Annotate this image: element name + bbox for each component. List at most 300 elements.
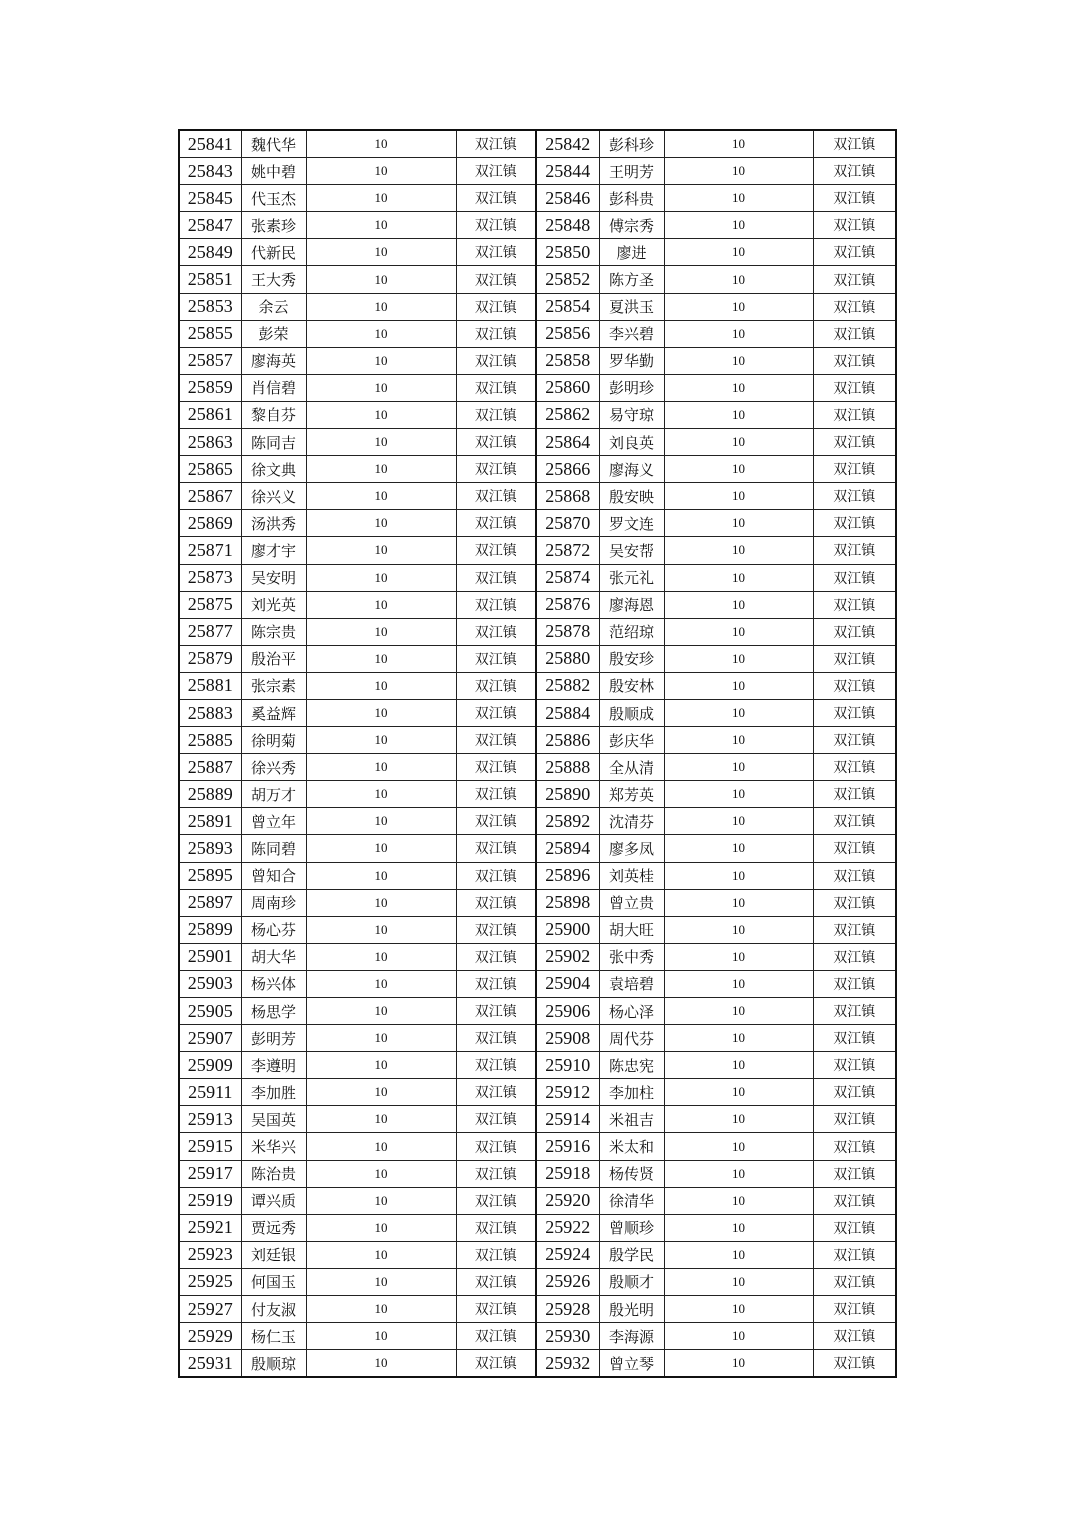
left-town-name-cell: 双江镇 — [456, 1052, 536, 1079]
left-record-id-cell: 25845 — [179, 185, 241, 212]
left-town-name-cell: 双江镇 — [456, 591, 536, 618]
right-person-name-cell: 陈方圣 — [599, 266, 664, 293]
right-record-id-cell: 25856 — [536, 320, 599, 347]
right-town-name-cell: 双江镇 — [813, 1025, 896, 1052]
left-town-name-cell: 双江镇 — [456, 970, 536, 997]
right-record-id-cell: 25932 — [536, 1350, 599, 1378]
left-person-name-cell: 张宗素 — [241, 672, 306, 699]
left-record-id-cell: 25907 — [179, 1025, 241, 1052]
right-person-name-cell: 夏洪玉 — [599, 293, 664, 320]
right-amount-cell: 10 — [664, 1296, 813, 1323]
table-row — [179, 970, 896, 997]
left-town-name-cell: 双江镇 — [456, 1133, 536, 1160]
left-record-id-cell: 25883 — [179, 699, 241, 726]
left-person-name-cell: 米华兴 — [241, 1133, 306, 1160]
left-town-name-cell: 双江镇 — [456, 1025, 536, 1052]
table-row — [179, 618, 896, 645]
right-person-name-cell: 廖海恩 — [599, 591, 664, 618]
right-person-name-cell: 沈清芬 — [599, 808, 664, 835]
left-person-name-cell: 代新民 — [241, 239, 306, 266]
right-person-name-cell: 李兴碧 — [599, 320, 664, 347]
right-person-name-cell: 彭庆华 — [599, 727, 664, 754]
left-person-name-cell: 廖海英 — [241, 347, 306, 374]
right-amount-cell: 10 — [664, 998, 813, 1025]
table-row — [179, 835, 896, 862]
left-record-id-cell: 25875 — [179, 591, 241, 618]
table-row — [179, 429, 896, 456]
left-record-id-cell: 25863 — [179, 429, 241, 456]
left-amount-cell: 10 — [306, 429, 456, 456]
left-person-name-cell: 杨仁玉 — [241, 1323, 306, 1350]
right-amount-cell: 10 — [664, 185, 813, 212]
right-record-id-cell: 25896 — [536, 862, 599, 889]
table-row — [179, 401, 896, 428]
left-person-name-cell: 陈治贵 — [241, 1160, 306, 1187]
left-amount-cell: 10 — [306, 781, 456, 808]
right-person-name-cell: 陈忠宪 — [599, 1052, 664, 1079]
left-town-name-cell: 双江镇 — [456, 1187, 536, 1214]
table-row — [179, 483, 896, 510]
left-amount-cell: 10 — [306, 916, 456, 943]
left-person-name-cell: 余云 — [241, 293, 306, 320]
table-row — [179, 130, 896, 158]
left-amount-cell: 10 — [306, 456, 456, 483]
left-town-name-cell: 双江镇 — [456, 456, 536, 483]
left-record-id-cell: 25927 — [179, 1296, 241, 1323]
left-person-name-cell: 何国玉 — [241, 1268, 306, 1295]
right-record-id-cell: 25918 — [536, 1160, 599, 1187]
right-town-name-cell: 双江镇 — [813, 727, 896, 754]
left-person-name-cell: 汤洪秀 — [241, 510, 306, 537]
table-row — [179, 1296, 896, 1323]
right-person-name-cell: 廖多凤 — [599, 835, 664, 862]
right-town-name-cell: 双江镇 — [813, 347, 896, 374]
right-record-id-cell: 25898 — [536, 889, 599, 916]
right-town-name-cell: 双江镇 — [813, 754, 896, 781]
right-amount-cell: 10 — [664, 266, 813, 293]
table-row — [179, 266, 896, 293]
left-record-id-cell: 25901 — [179, 943, 241, 970]
right-amount-cell: 10 — [664, 1323, 813, 1350]
right-record-id-cell: 25882 — [536, 672, 599, 699]
left-amount-cell: 10 — [306, 1025, 456, 1052]
left-person-name-cell: 贾远秀 — [241, 1214, 306, 1241]
table-row — [179, 347, 896, 374]
left-person-name-cell: 胡大华 — [241, 943, 306, 970]
right-town-name-cell: 双江镇 — [813, 1268, 896, 1295]
left-amount-cell: 10 — [306, 401, 456, 428]
right-person-name-cell: 曾立贵 — [599, 889, 664, 916]
left-town-name-cell: 双江镇 — [456, 510, 536, 537]
left-amount-cell: 10 — [306, 239, 456, 266]
right-amount-cell: 10 — [664, 727, 813, 754]
left-record-id-cell: 25909 — [179, 1052, 241, 1079]
left-record-id-cell: 25893 — [179, 835, 241, 862]
right-person-name-cell: 殷安映 — [599, 483, 664, 510]
left-record-id-cell: 25861 — [179, 401, 241, 428]
right-amount-cell: 10 — [664, 943, 813, 970]
table-row — [179, 1079, 896, 1106]
left-town-name-cell: 双江镇 — [456, 781, 536, 808]
left-town-name-cell: 双江镇 — [456, 889, 536, 916]
left-person-name-cell: 付友淑 — [241, 1296, 306, 1323]
left-town-name-cell: 双江镇 — [456, 212, 536, 239]
right-person-name-cell: 廖进 — [599, 239, 664, 266]
left-record-id-cell: 25917 — [179, 1160, 241, 1187]
right-town-name-cell: 双江镇 — [813, 781, 896, 808]
right-record-id-cell: 25912 — [536, 1079, 599, 1106]
right-town-name-cell: 双江镇 — [813, 1323, 896, 1350]
right-town-name-cell: 双江镇 — [813, 672, 896, 699]
right-person-name-cell: 范绍琼 — [599, 618, 664, 645]
left-record-id-cell: 25871 — [179, 537, 241, 564]
left-town-name-cell: 双江镇 — [456, 998, 536, 1025]
left-person-name-cell: 姚中碧 — [241, 158, 306, 185]
right-amount-cell: 10 — [664, 699, 813, 726]
left-town-name-cell: 双江镇 — [456, 1350, 536, 1378]
left-town-name-cell: 双江镇 — [456, 1214, 536, 1241]
right-town-name-cell: 双江镇 — [813, 401, 896, 428]
right-record-id-cell: 25860 — [536, 374, 599, 401]
left-town-name-cell: 双江镇 — [456, 293, 536, 320]
right-person-name-cell: 袁培碧 — [599, 970, 664, 997]
right-town-name-cell: 双江镇 — [813, 998, 896, 1025]
left-amount-cell: 10 — [306, 1350, 456, 1378]
left-amount-cell: 10 — [306, 564, 456, 591]
right-amount-cell: 10 — [664, 158, 813, 185]
table-row — [179, 862, 896, 889]
right-person-name-cell: 王明芳 — [599, 158, 664, 185]
table-row — [179, 808, 896, 835]
left-record-id-cell: 25857 — [179, 347, 241, 374]
left-town-name-cell: 双江镇 — [456, 185, 536, 212]
right-amount-cell: 10 — [664, 537, 813, 564]
right-record-id-cell: 25902 — [536, 943, 599, 970]
table-row — [179, 1241, 896, 1268]
right-record-id-cell: 25900 — [536, 916, 599, 943]
left-record-id-cell: 25853 — [179, 293, 241, 320]
right-record-id-cell: 25868 — [536, 483, 599, 510]
right-amount-cell: 10 — [664, 835, 813, 862]
right-town-name-cell: 双江镇 — [813, 456, 896, 483]
right-town-name-cell: 双江镇 — [813, 916, 896, 943]
left-person-name-cell: 周南珍 — [241, 889, 306, 916]
left-record-id-cell: 25905 — [179, 998, 241, 1025]
right-amount-cell: 10 — [664, 862, 813, 889]
right-record-id-cell: 25864 — [536, 429, 599, 456]
left-record-id-cell: 25877 — [179, 618, 241, 645]
table-row — [179, 591, 896, 618]
table-row — [179, 537, 896, 564]
table-row — [179, 1052, 896, 1079]
left-town-name-cell: 双江镇 — [456, 1106, 536, 1133]
left-record-id-cell: 25849 — [179, 239, 241, 266]
left-record-id-cell: 25913 — [179, 1106, 241, 1133]
left-amount-cell: 10 — [306, 510, 456, 537]
table-row — [179, 1323, 896, 1350]
left-amount-cell: 10 — [306, 374, 456, 401]
right-amount-cell: 10 — [664, 754, 813, 781]
left-amount-cell: 10 — [306, 1323, 456, 1350]
right-town-name-cell: 双江镇 — [813, 943, 896, 970]
left-amount-cell: 10 — [306, 1133, 456, 1160]
right-person-name-cell: 张元礼 — [599, 564, 664, 591]
left-record-id-cell: 25859 — [179, 374, 241, 401]
left-person-name-cell: 吴国英 — [241, 1106, 306, 1133]
right-town-name-cell: 双江镇 — [813, 239, 896, 266]
right-town-name-cell: 双江镇 — [813, 510, 896, 537]
right-record-id-cell: 25842 — [536, 130, 599, 158]
left-person-name-cell: 张素珍 — [241, 212, 306, 239]
left-person-name-cell: 曾知合 — [241, 862, 306, 889]
left-amount-cell: 10 — [306, 943, 456, 970]
right-person-name-cell: 胡大旺 — [599, 916, 664, 943]
left-amount-cell: 10 — [306, 130, 456, 158]
left-amount-cell: 10 — [306, 1241, 456, 1268]
right-amount-cell: 10 — [664, 1268, 813, 1295]
table-row — [179, 158, 896, 185]
left-record-id-cell: 25847 — [179, 212, 241, 239]
right-record-id-cell: 25858 — [536, 347, 599, 374]
table-row — [179, 781, 896, 808]
right-amount-cell: 10 — [664, 970, 813, 997]
table-row — [179, 1160, 896, 1187]
right-person-name-cell: 周代芬 — [599, 1025, 664, 1052]
right-record-id-cell: 25878 — [536, 618, 599, 645]
right-record-id-cell: 25892 — [536, 808, 599, 835]
table-row — [179, 185, 896, 212]
left-town-name-cell: 双江镇 — [456, 401, 536, 428]
right-person-name-cell: 曾立琴 — [599, 1350, 664, 1378]
left-town-name-cell: 双江镇 — [456, 1079, 536, 1106]
right-amount-cell: 10 — [664, 1160, 813, 1187]
left-town-name-cell: 双江镇 — [456, 727, 536, 754]
left-record-id-cell: 25889 — [179, 781, 241, 808]
right-person-name-cell: 易守琼 — [599, 401, 664, 428]
right-amount-cell: 10 — [664, 401, 813, 428]
left-town-name-cell: 双江镇 — [456, 754, 536, 781]
left-town-name-cell: 双江镇 — [456, 320, 536, 347]
left-town-name-cell: 双江镇 — [456, 672, 536, 699]
right-amount-cell: 10 — [664, 781, 813, 808]
right-town-name-cell: 双江镇 — [813, 1052, 896, 1079]
left-town-name-cell: 双江镇 — [456, 429, 536, 456]
left-town-name-cell: 双江镇 — [456, 1160, 536, 1187]
left-amount-cell: 10 — [306, 672, 456, 699]
left-town-name-cell: 双江镇 — [456, 347, 536, 374]
right-record-id-cell: 25894 — [536, 835, 599, 862]
right-person-name-cell: 米太和 — [599, 1133, 664, 1160]
right-record-id-cell: 25854 — [536, 293, 599, 320]
left-amount-cell: 10 — [306, 998, 456, 1025]
right-amount-cell: 10 — [664, 320, 813, 347]
left-town-name-cell: 双江镇 — [456, 862, 536, 889]
right-amount-cell: 10 — [664, 130, 813, 158]
right-amount-cell: 10 — [664, 456, 813, 483]
left-amount-cell: 10 — [306, 1079, 456, 1106]
left-record-id-cell: 25855 — [179, 320, 241, 347]
left-record-id-cell: 25925 — [179, 1268, 241, 1295]
left-town-name-cell: 双江镇 — [456, 943, 536, 970]
right-amount-cell: 10 — [664, 564, 813, 591]
right-record-id-cell: 25874 — [536, 564, 599, 591]
left-person-name-cell: 彭荣 — [241, 320, 306, 347]
right-amount-cell: 10 — [664, 1241, 813, 1268]
left-record-id-cell: 25895 — [179, 862, 241, 889]
table-row — [179, 374, 896, 401]
right-town-name-cell: 双江镇 — [813, 645, 896, 672]
left-person-name-cell: 吴安明 — [241, 564, 306, 591]
right-person-name-cell: 刘良英 — [599, 429, 664, 456]
left-record-id-cell: 25903 — [179, 970, 241, 997]
left-person-name-cell: 谭兴质 — [241, 1187, 306, 1214]
right-person-name-cell: 刘英桂 — [599, 862, 664, 889]
left-person-name-cell: 殷顺琼 — [241, 1350, 306, 1378]
right-record-id-cell: 25890 — [536, 781, 599, 808]
right-person-name-cell: 李海源 — [599, 1323, 664, 1350]
left-amount-cell: 10 — [306, 591, 456, 618]
left-record-id-cell: 25921 — [179, 1214, 241, 1241]
left-town-name-cell: 双江镇 — [456, 564, 536, 591]
left-record-id-cell: 25869 — [179, 510, 241, 537]
right-amount-cell: 10 — [664, 374, 813, 401]
right-amount-cell: 10 — [664, 483, 813, 510]
right-person-name-cell: 殷学民 — [599, 1241, 664, 1268]
right-town-name-cell: 双江镇 — [813, 889, 896, 916]
right-amount-cell: 10 — [664, 591, 813, 618]
left-amount-cell: 10 — [306, 266, 456, 293]
left-town-name-cell: 双江镇 — [456, 130, 536, 158]
right-town-name-cell: 双江镇 — [813, 862, 896, 889]
left-person-name-cell: 徐明菊 — [241, 727, 306, 754]
right-town-name-cell: 双江镇 — [813, 212, 896, 239]
left-record-id-cell: 25873 — [179, 564, 241, 591]
right-town-name-cell: 双江镇 — [813, 699, 896, 726]
left-amount-cell: 10 — [306, 889, 456, 916]
left-town-name-cell: 双江镇 — [456, 374, 536, 401]
left-person-name-cell: 杨思学 — [241, 998, 306, 1025]
left-amount-cell: 10 — [306, 1052, 456, 1079]
left-record-id-cell: 25843 — [179, 158, 241, 185]
table-row — [179, 699, 896, 726]
right-person-name-cell: 殷安珍 — [599, 645, 664, 672]
left-person-name-cell: 肖信碧 — [241, 374, 306, 401]
right-person-name-cell: 杨心泽 — [599, 998, 664, 1025]
right-amount-cell: 10 — [664, 1106, 813, 1133]
left-amount-cell: 10 — [306, 347, 456, 374]
right-town-name-cell: 双江镇 — [813, 130, 896, 158]
right-town-name-cell: 双江镇 — [813, 1350, 896, 1378]
right-town-name-cell: 双江镇 — [813, 808, 896, 835]
left-amount-cell: 10 — [306, 483, 456, 510]
right-town-name-cell: 双江镇 — [813, 158, 896, 185]
left-person-name-cell: 胡万才 — [241, 781, 306, 808]
right-amount-cell: 10 — [664, 429, 813, 456]
table-row — [179, 889, 896, 916]
left-record-id-cell: 25899 — [179, 916, 241, 943]
right-person-name-cell: 彭科贵 — [599, 185, 664, 212]
left-amount-cell: 10 — [306, 1160, 456, 1187]
right-person-name-cell: 徐清华 — [599, 1187, 664, 1214]
right-record-id-cell: 25850 — [536, 239, 599, 266]
left-town-name-cell: 双江镇 — [456, 1268, 536, 1295]
left-record-id-cell: 25851 — [179, 266, 241, 293]
left-record-id-cell: 25865 — [179, 456, 241, 483]
left-amount-cell: 10 — [306, 645, 456, 672]
right-town-name-cell: 双江镇 — [813, 266, 896, 293]
left-record-id-cell: 25891 — [179, 808, 241, 835]
table-row — [179, 1106, 896, 1133]
right-record-id-cell: 25884 — [536, 699, 599, 726]
left-town-name-cell: 双江镇 — [456, 808, 536, 835]
right-town-name-cell: 双江镇 — [813, 429, 896, 456]
right-person-name-cell: 彭明珍 — [599, 374, 664, 401]
right-amount-cell: 10 — [664, 645, 813, 672]
right-record-id-cell: 25916 — [536, 1133, 599, 1160]
left-record-id-cell: 25911 — [179, 1079, 241, 1106]
table-row — [179, 239, 896, 266]
left-record-id-cell: 25879 — [179, 645, 241, 672]
left-person-name-cell: 黎自芬 — [241, 401, 306, 428]
table-row — [179, 998, 896, 1025]
left-record-id-cell: 25919 — [179, 1187, 241, 1214]
right-town-name-cell: 双江镇 — [813, 1296, 896, 1323]
right-person-name-cell: 吴安帮 — [599, 537, 664, 564]
left-amount-cell: 10 — [306, 537, 456, 564]
right-person-name-cell: 彭科珍 — [599, 130, 664, 158]
right-record-id-cell: 25844 — [536, 158, 599, 185]
left-person-name-cell: 徐兴义 — [241, 483, 306, 510]
right-amount-cell: 10 — [664, 889, 813, 916]
left-person-name-cell: 刘光英 — [241, 591, 306, 618]
right-record-id-cell: 25930 — [536, 1323, 599, 1350]
left-record-id-cell: 25841 — [179, 130, 241, 158]
left-town-name-cell: 双江镇 — [456, 699, 536, 726]
left-person-name-cell: 陈宗贵 — [241, 618, 306, 645]
left-amount-cell: 10 — [306, 727, 456, 754]
right-record-id-cell: 25876 — [536, 591, 599, 618]
left-town-name-cell: 双江镇 — [456, 835, 536, 862]
right-town-name-cell: 双江镇 — [813, 618, 896, 645]
right-record-id-cell: 25904 — [536, 970, 599, 997]
left-amount-cell: 10 — [306, 320, 456, 347]
right-amount-cell: 10 — [664, 1133, 813, 1160]
left-town-name-cell: 双江镇 — [456, 266, 536, 293]
left-record-id-cell: 25881 — [179, 672, 241, 699]
left-person-name-cell: 徐文典 — [241, 456, 306, 483]
left-amount-cell: 10 — [306, 1187, 456, 1214]
left-person-name-cell: 奚益辉 — [241, 699, 306, 726]
left-amount-cell: 10 — [306, 293, 456, 320]
left-person-name-cell: 李遵明 — [241, 1052, 306, 1079]
left-amount-cell: 10 — [306, 862, 456, 889]
right-amount-cell: 10 — [664, 1214, 813, 1241]
right-amount-cell: 10 — [664, 1079, 813, 1106]
right-town-name-cell: 双江镇 — [813, 591, 896, 618]
left-record-id-cell: 25915 — [179, 1133, 241, 1160]
roster-table — [178, 129, 897, 1378]
left-person-name-cell: 李加胜 — [241, 1079, 306, 1106]
left-town-name-cell: 双江镇 — [456, 537, 536, 564]
right-person-name-cell: 殷顺才 — [599, 1268, 664, 1295]
right-record-id-cell: 25922 — [536, 1214, 599, 1241]
right-town-name-cell: 双江镇 — [813, 1214, 896, 1241]
right-town-name-cell: 双江镇 — [813, 1187, 896, 1214]
right-town-name-cell: 双江镇 — [813, 1133, 896, 1160]
right-record-id-cell: 25880 — [536, 645, 599, 672]
left-record-id-cell: 25897 — [179, 889, 241, 916]
right-record-id-cell: 25866 — [536, 456, 599, 483]
